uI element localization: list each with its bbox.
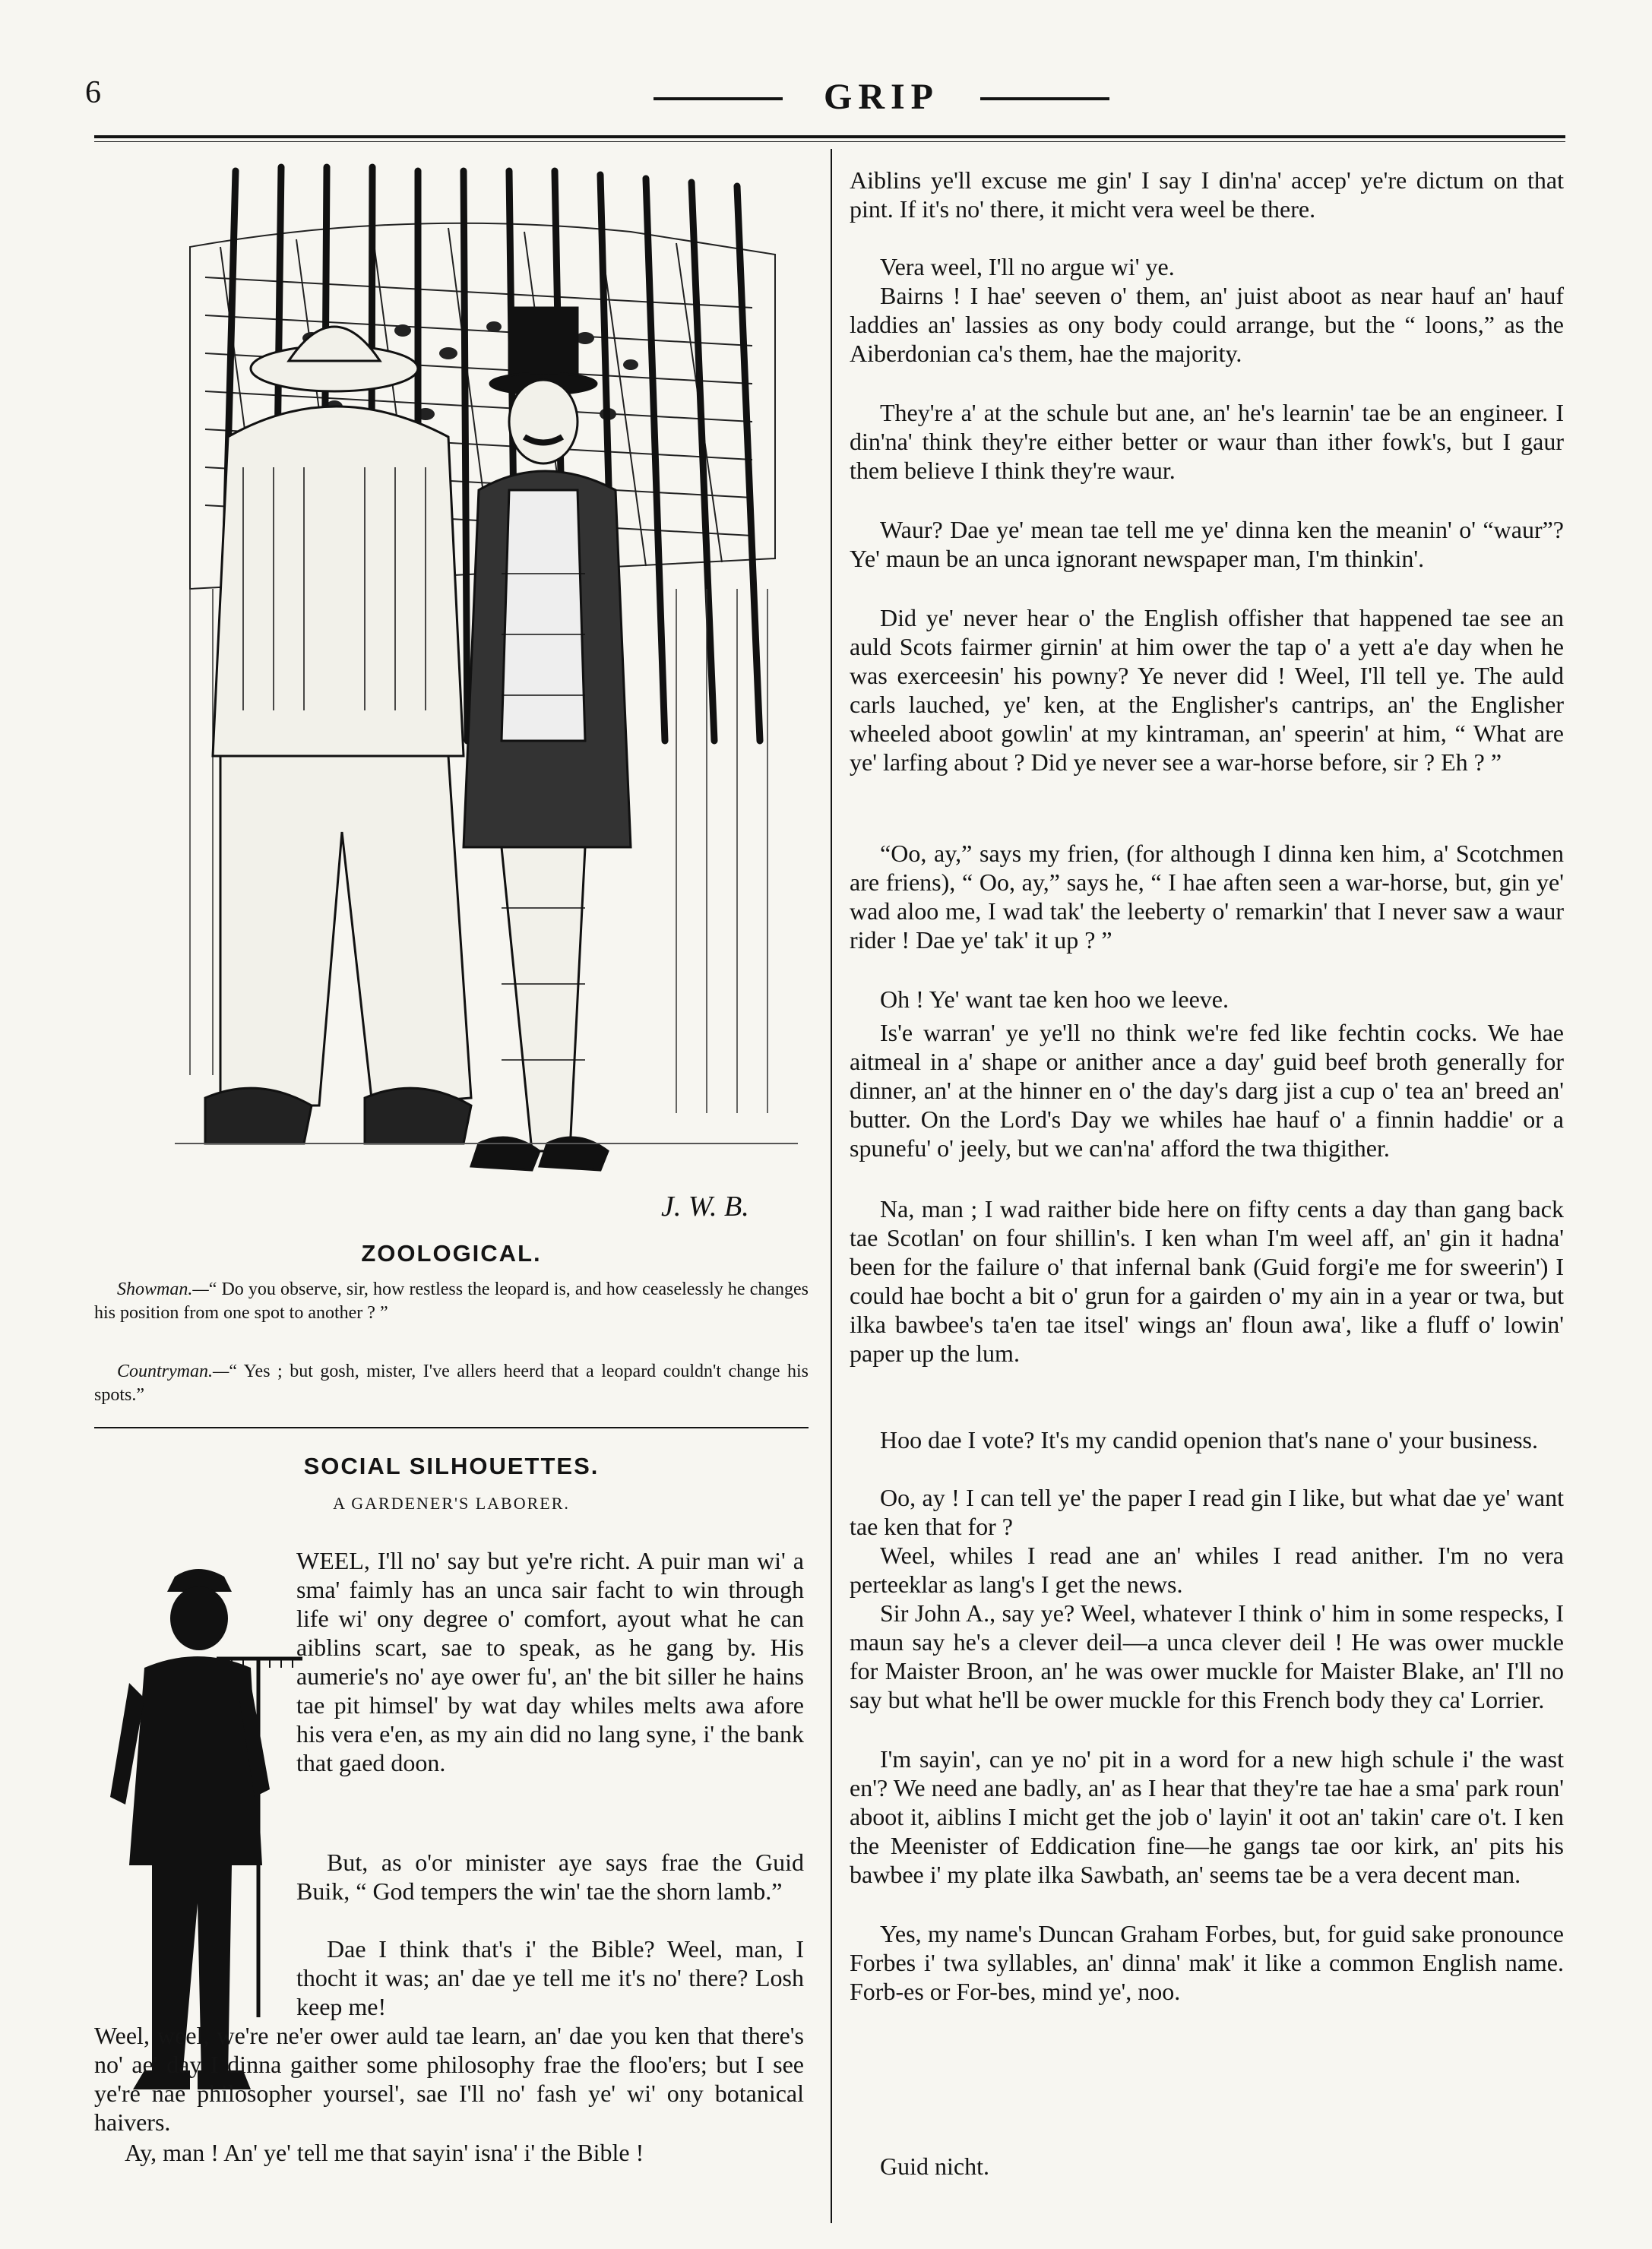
caption-speaker: Countryman.— <box>117 1362 229 1381</box>
masthead-title-block <box>654 76 1109 117</box>
article-paragraph: Oh ! Ye' want tae ken hoo we leeve. <box>880 985 1229 1013</box>
article-paragraph: Is'e warran' ye ye'll no think we're fed like fechtin cocks. We hae aitmeal in a' shape or anither ance a day' guid beef broth generally for dinner, an' at the hinner en o' the day's darg jist a cup o' tea an' breed an' butter. On the Lord's Day we whiles hae hauf o' a finnin haddie' or a spunefu' o' jeely, but we can'na' afford the twa thigither. <box>850 1019 1564 1162</box>
header-rule <box>94 135 1565 138</box>
article-title: SOCIAL SILHOUETTES. <box>303 1453 600 1479</box>
article-paragraph: Ay, man ! An' ye' tell me that sayin' isna' i' the Bible ! <box>125 2139 644 2166</box>
article-subtitle: A GARDENER'S LABORER. <box>333 1494 570 1513</box>
article-paragraph: Na, man ; I wad raither bide here on fifty cents a day than gang back tae Scotlan' on four shillin's. I ken whan I'm weel aff, an' gin it hadna' been for the failure o' that infernal bank (Guid forgi'e me for sweerin') I could hae bocht a bit o' grun for a gairden o' my ain in a year or twa, but ilka bawbee's ta'en tae itsel' wings an' floun awa', like a fluff o' lowin' paper up the lum. <box>850 1195 1564 1367</box>
article-paragraph: Waur? Dae ye' mean tae tell me ye' dinna ken the meanin' o' “waur”? Ye' maun be an unca ignorant newspaper man, I'm thinkin'. <box>850 516 1564 572</box>
caption-text: “ Do you observe, sir, how restless the leopard is, and how ceaselessly he changes his position from one spot to another ? ” <box>94 1279 809 1323</box>
article-paragraph: Oo, ay ! I can tell ye' the paper I read gin I like, but what dae ye' want tae ken that for ? <box>850 1484 1564 1540</box>
caption-text: “ Yes ; but gosh, mister, I've allers heerd that a leopard couldn't change his spots.” <box>94 1362 809 1405</box>
column-divider <box>831 149 832 2223</box>
article-paragraph: Hoo dae I vote? It's my candid openion that's nane o' your business. <box>880 1426 1538 1453</box>
article-paragraph: Weel, whiles I read ane an' whiles I read anither. I'm no vera perteeklar as lang's I get the news. <box>850 1542 1564 1598</box>
article-paragraph: I'm sayin', can ye no' pit in a word for a new high schule i' the wast en'? We need ane badly, an' as I hear that they're tae hae a sma' park roun' aboot it, aiblins I micht get the job o' layin' it oot an' takin' care o't. I ken the Meenister of Eddication fine—he gangs tae oor kirk, an' pits his bawbee i' my plate ilka Sawbath, an' seems tae be a vera decent man. <box>850 1745 1564 1888</box>
article-paragraph: But, as o'or minister aye says frae the Guid Buik, “ God tempers the win' tae the shorn lamb.” <box>296 1849 804 1905</box>
artist-signature: J. W. B. <box>661 1191 749 1223</box>
article-paragraph: “Oo, ay,” says my frien, (for although I dinna ken him, a' Scotchmen are friens), “ Oo, ay,” says he, “ I hae aften seen a war-horse, but, gin ye' wad aloo me, I wad tak' the leeberty o' remarkin' that I never saw a waur rider ! Dae ye' tak' it up ? ” <box>850 840 1564 954</box>
page-number: 6 <box>85 75 101 110</box>
article-paragraph: Did ye' never hear o' the English offisher that happened tae see an auld Scots fairmer girnin' at him ower the tap o' a yett a'e day when he was exerceesin' his powny? Ye never did ! Weel, I'll tell ye. The auld carls lauched, ye' ken, at the Englisher's cantrips, an' the Englisher wheeled aboot gowlin' at my kintraman, an' speerin' at him, “ What are ye' larfing about ? Did ye never see a war-horse before, sir ? Eh ? ” <box>850 604 1564 776</box>
gardener-silhouette-illustration <box>99 1546 304 2093</box>
header-rule-thin <box>94 141 1565 142</box>
caption-line-showman <box>94 1278 809 1325</box>
caption-speaker: Showman.— <box>117 1279 209 1299</box>
section-rule <box>94 1427 809 1428</box>
article-paragraph: Sir John A., say ye? Weel, whatever I think o' him in some respecks, I maun say he's a clever deil—a unca clever deil ! He was ower muckle for Maister Broon, an' he was ower muckle for Maister Blake, an' I'll no say but what he'll be ower muckle for this French body they ca' Lorrier. <box>850 1599 1564 1713</box>
caption-line-countryman <box>94 1360 809 1407</box>
article-paragraph: Vera weel, I'll no argue wi' ye. <box>880 253 1175 280</box>
article-paragraph: They're a' at the schule but ane, an' he's learnin' tae be an engineer. I din'na' think they're either better or waur than ither fowk's, but I gaur them believe I think they're waur. <box>850 399 1564 484</box>
zoological-cartoon-illustration <box>175 163 798 1227</box>
cartoon-title: ZOOLOGICAL. <box>361 1240 542 1267</box>
article-paragraph: Dae I think that's i' the Bible? Weel, man, I thocht it was; an' dae ye tell me it's no' there? Losh keep me! <box>296 1935 804 2020</box>
article-paragraph: Aiblins ye'll excuse me gin' I say I din'na' accep' ye're dictum on that pint. If it's no' there, it micht vera weel be there. <box>850 166 1564 223</box>
article-paragraph: Guid nicht. <box>880 2153 989 2180</box>
article-paragraph: Weel, weel, we're ne'er ower auld tae learn, an' dae you ken that there's no' ae' day I dinna gaither some philosophy frae the floo'ers; but I see ye're nae philosopher yoursel', sae I'll no' fash ye' wi' ony botanical haivers. <box>94 2022 804 2136</box>
article-paragraph: Bairns ! I hae' seeven o' them, an' juist aboot as near hauf an' hauf laddies an' lassies as ony body could arrange, but the “ loons,” as the Aiberdonian ca's them, hae the majority. <box>850 282 1564 367</box>
article-paragraph: WEEL, I'll no' say but ye're richt. A puir man wi' a sma' faimly has an unca sair facht to win through life wi' ony degree o' comfort, ayout what he can aiblins scart, sae to speak, as he gang by. His aumerie's no' aye ower fu', an' the bit siller he hains tae pit himsel' by wat day whiles melts awa afore his vera e'en, as my ain did no lang syne, i' the bank that gaed doon. <box>296 1547 804 1776</box>
article-paragraph: Yes, my name's Duncan Graham Forbes, but, for guid sake pronounce Forbes i' twa syllables, an' dinna' mak' it like a common English name. Forb-es or For-bes, mind ye', noo. <box>850 1920 1564 2005</box>
publication-title: GRIP <box>824 77 939 117</box>
masthead <box>0 74 1652 120</box>
